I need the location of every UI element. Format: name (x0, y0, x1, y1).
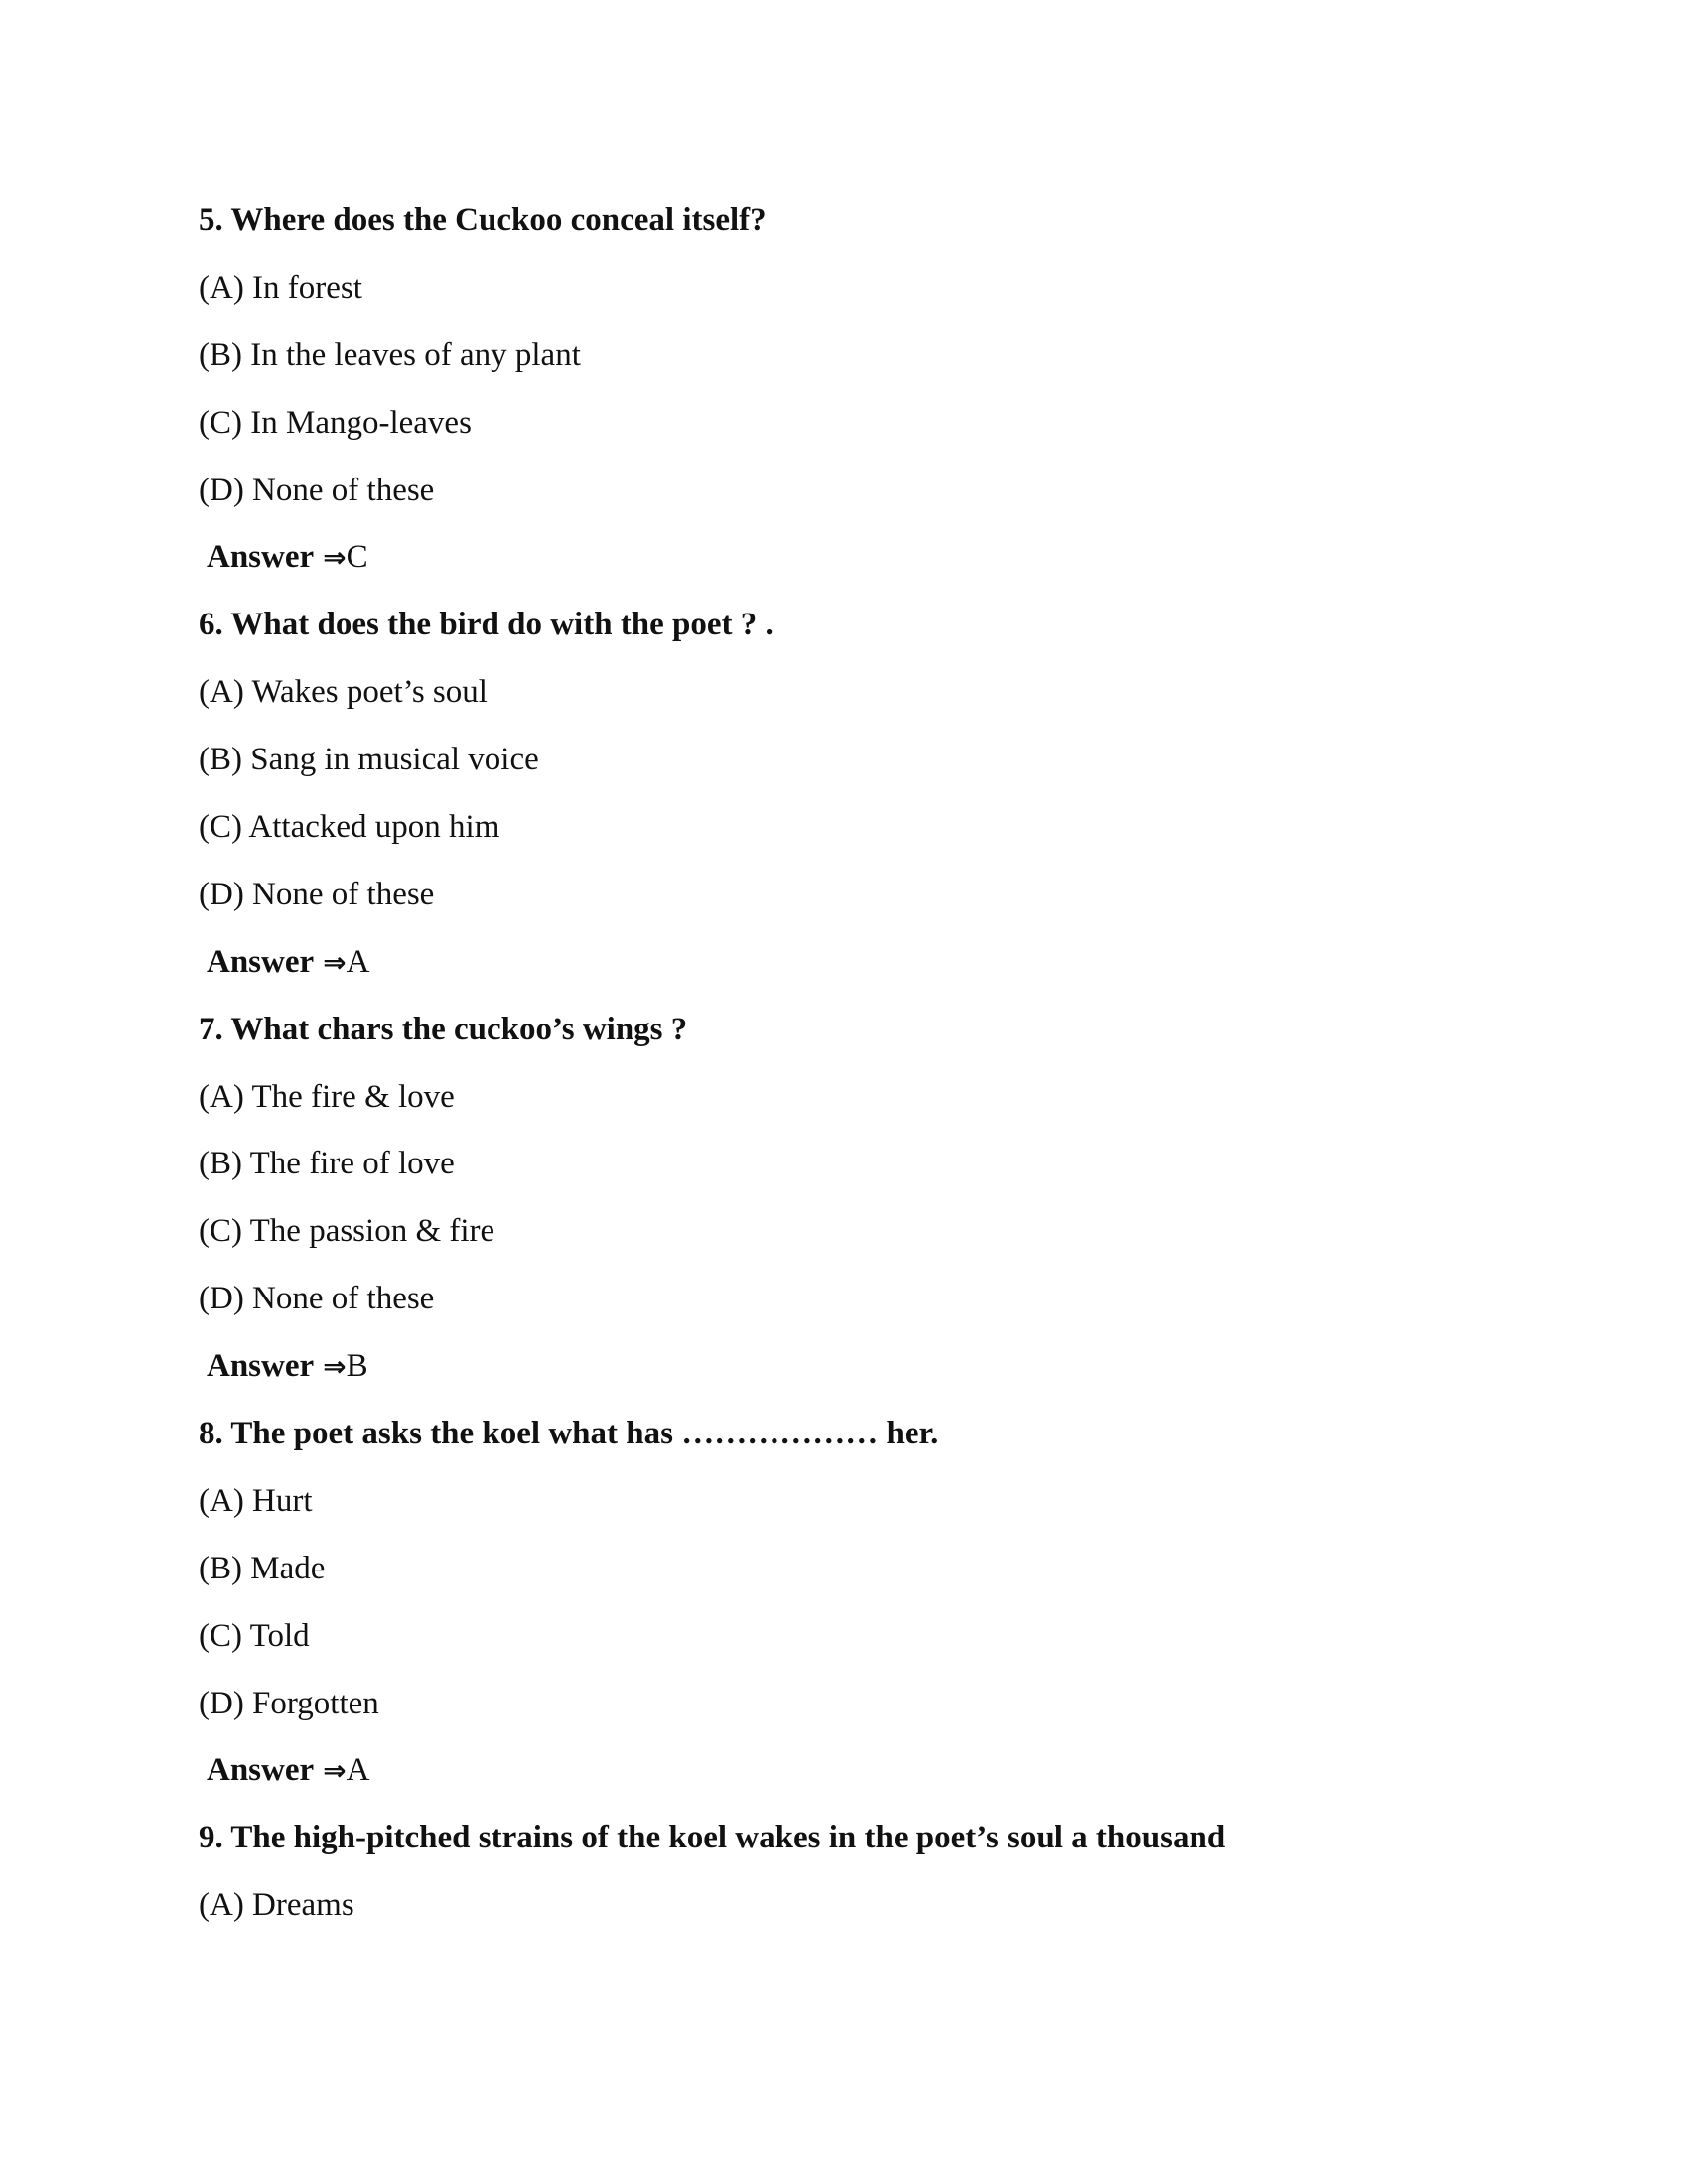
double-arrow-icon: ⇒ (323, 945, 347, 979)
q5-option-c: (C) In Mango-leaves (199, 404, 472, 441)
answer-value: A (346, 1752, 370, 1789)
q6-option-d: (D) None of these (199, 876, 435, 912)
double-arrow-icon: ⇒ (323, 1350, 347, 1384)
q7-option-b: (B) The fire of love (199, 1146, 455, 1182)
q7-option-d: (D) None of these (199, 1281, 435, 1317)
double-arrow-icon: ⇒ (323, 541, 347, 575)
question-8: 8. The poet asks the koel what has ……………… her. (199, 1416, 939, 1452)
answer-value: A (346, 943, 370, 980)
document-page (199, 188, 1489, 1940)
q8-answer (199, 1737, 1489, 1805)
question-7: 7. What chars the cuckoo’s wings ? (199, 1011, 688, 1047)
q9-option-a: (A) Dreams (199, 1887, 354, 1924)
q8-option-a: (A) Hurt (199, 1482, 313, 1519)
q6-option-b: (B) Sang in musical voice (199, 742, 539, 778)
q8-option-b: (B) Made (199, 1550, 326, 1586)
double-arrow-icon: ⇒ (323, 1754, 347, 1788)
q5-option-a: (A) In forest (199, 269, 362, 306)
q5-option-d: (D) None of these (199, 472, 435, 508)
answer-label: Answer (207, 539, 315, 576)
answer-label: Answer (207, 1752, 315, 1789)
q7-option-a: (A) The fire & love (199, 1078, 455, 1115)
q8-option-c: (C) Told (199, 1617, 310, 1654)
question-6: 6. What does the bird do with the poet ? . (199, 607, 774, 643)
question-5: 5. Where does the Cuckoo conceal itself? (199, 203, 767, 238)
q6-option-c: (C) Attacked upon him (199, 809, 500, 846)
q6-option-a: (A) Wakes poet’s soul (199, 674, 488, 711)
q5-option-b: (B) In the leaves of any plant (199, 337, 581, 373)
answer-value: C (346, 539, 368, 576)
q5-answer (199, 524, 1489, 592)
question-9: 9. The high-pitched strains of the koel wakes in the poet’s soul a thousand (199, 1820, 1226, 1856)
answer-value: B (346, 1348, 368, 1385)
q8-option-d: (D) Forgotten (199, 1685, 379, 1721)
q7-answer (199, 1333, 1489, 1401)
answer-label: Answer (207, 1348, 315, 1385)
answer-label: Answer (207, 943, 315, 980)
q7-option-c: (C) The passion & fire (199, 1213, 495, 1250)
q6-answer (199, 929, 1489, 997)
